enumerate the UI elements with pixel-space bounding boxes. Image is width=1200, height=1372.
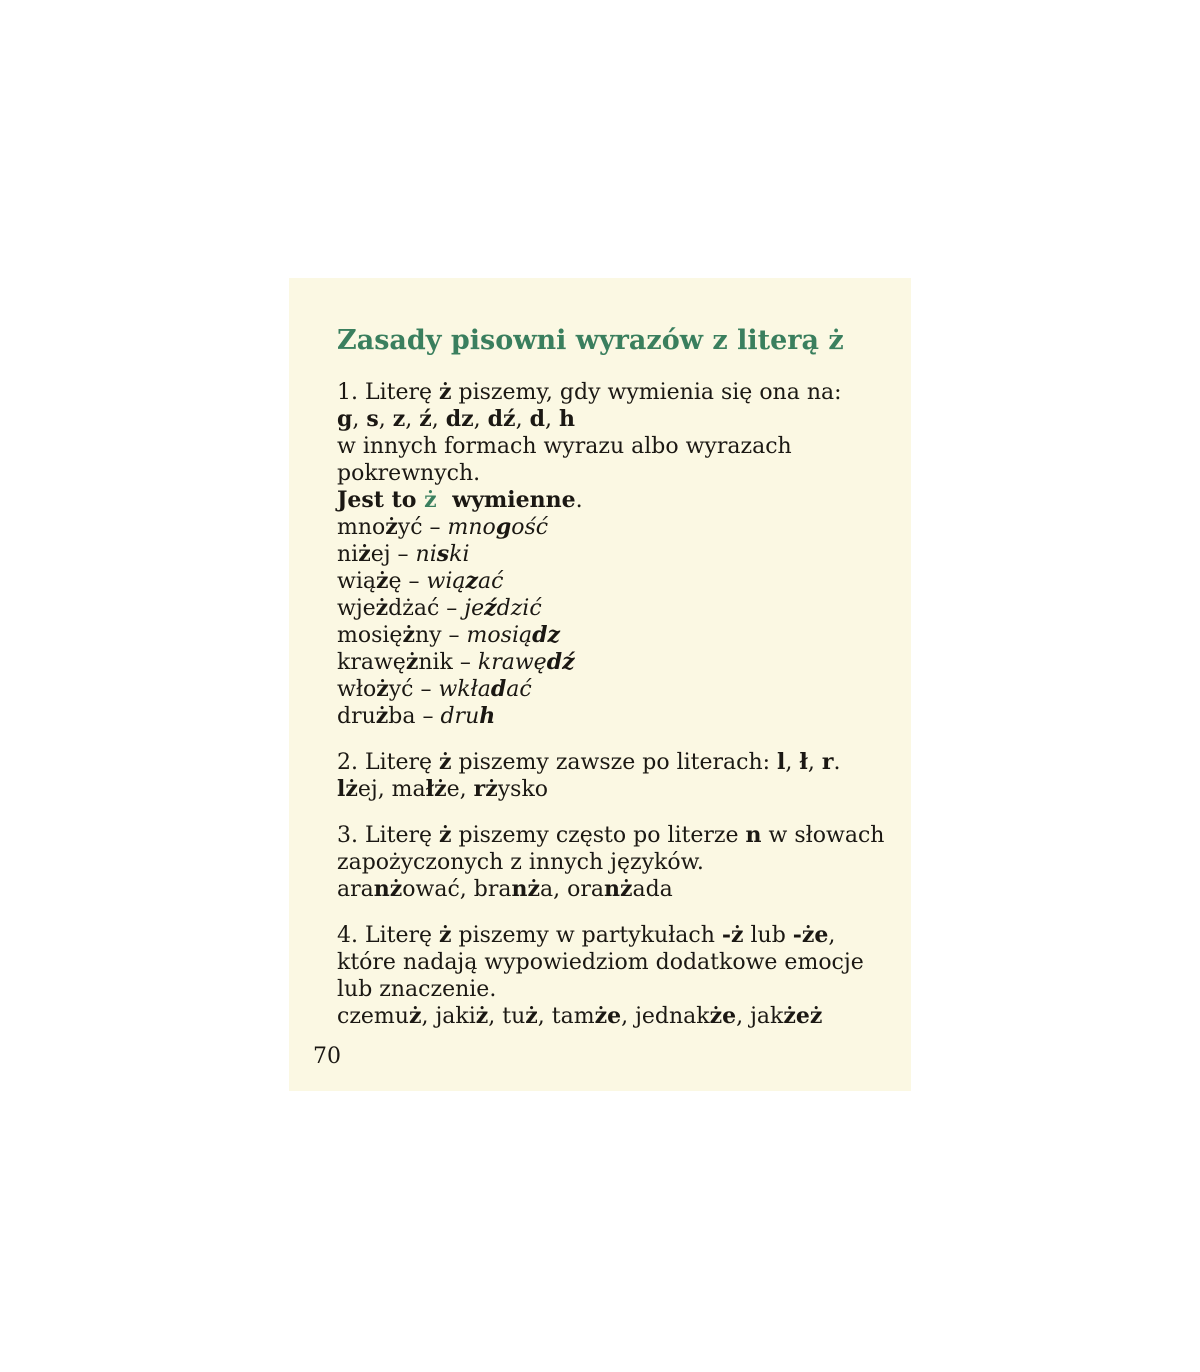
text-run: , xyxy=(785,750,800,775)
text-run: ej, ma xyxy=(357,777,426,802)
text-run: nik – xyxy=(418,650,478,675)
example-pair xyxy=(337,622,897,649)
text-run: ź xyxy=(419,406,432,432)
text-run: ż xyxy=(439,922,452,948)
example-pair xyxy=(337,649,897,676)
text-run: . xyxy=(575,488,583,513)
text-run: , jednak xyxy=(621,1004,710,1029)
text-run: r xyxy=(821,749,834,775)
text-run: w innych formach wyrazu albo wyrazach xyxy=(337,434,792,459)
text-run: ż xyxy=(376,676,389,702)
text-run: łż xyxy=(425,776,447,802)
text-run: ź xyxy=(484,595,497,621)
text-run: mno xyxy=(447,515,496,540)
rule-2 xyxy=(337,749,897,803)
text-run: które nadają wypowiedziom dodatkowe emocje xyxy=(337,950,864,975)
example-pair xyxy=(337,703,897,730)
text-run: yć – xyxy=(397,515,448,540)
text-run: 2. Literę xyxy=(337,750,440,775)
text-run: ować, bra xyxy=(402,877,512,902)
text-run: dz xyxy=(532,622,560,648)
text-run: ki xyxy=(449,542,470,567)
text-run: ż xyxy=(525,1003,538,1029)
text-run: ni xyxy=(415,542,437,567)
rule-4-cont-1 xyxy=(337,949,897,976)
text-run: a, ora xyxy=(539,877,604,902)
text-run: rż xyxy=(473,776,498,802)
text-run: d xyxy=(490,676,507,702)
text-run: dz xyxy=(445,406,474,432)
example-pair xyxy=(337,514,897,541)
text-run: , jaki xyxy=(421,1004,476,1029)
example-pair xyxy=(337,568,897,595)
text-run: e, xyxy=(446,777,474,802)
text-run: wje xyxy=(337,596,376,621)
text-run: -ż xyxy=(721,922,744,948)
text-run: dź xyxy=(487,406,516,432)
text-run: je xyxy=(464,596,485,621)
rule-2-intro xyxy=(337,749,897,776)
text-run: ać xyxy=(477,569,504,594)
rule-3-cont xyxy=(337,849,897,876)
text-run: ż xyxy=(439,749,452,775)
text-run: ba – xyxy=(388,704,441,729)
text-run: 4. Literę xyxy=(337,923,440,948)
text-run: lub xyxy=(743,923,793,948)
text-run: mno xyxy=(337,515,386,540)
text-run: piszemy, gdy wymienia się ona na: xyxy=(451,380,842,405)
text-run: , xyxy=(431,407,446,432)
rule-2-examples xyxy=(337,776,897,803)
text-run: dzić xyxy=(496,596,542,621)
text-run: ż xyxy=(405,649,419,675)
rule-1 xyxy=(337,379,897,730)
text-run: 1. Literę xyxy=(337,380,440,405)
text-run: , xyxy=(544,407,559,432)
rule-3 xyxy=(337,822,897,903)
text-run: ara xyxy=(337,877,374,902)
text-run: ż xyxy=(375,703,389,729)
text-run: że xyxy=(594,1003,622,1029)
text-run: ż xyxy=(402,622,415,648)
text-run: , tam xyxy=(537,1004,595,1029)
rule-4-cont-2 xyxy=(337,976,897,1003)
text-run: ż xyxy=(424,487,437,513)
text-run: ż xyxy=(439,379,452,405)
text-run: dżać – xyxy=(388,596,465,621)
rule-1-summary xyxy=(337,487,897,514)
text-run: ł xyxy=(799,749,808,775)
rule-4 xyxy=(337,922,897,1030)
text-run: ysko xyxy=(497,777,549,802)
rules-sections xyxy=(337,379,897,1030)
text-run: ej – xyxy=(370,542,416,567)
rule-4-examples xyxy=(337,1003,897,1030)
text-run: wią xyxy=(426,569,466,594)
text-run: s xyxy=(436,541,450,567)
text-run: g xyxy=(337,406,353,432)
text-run: ać xyxy=(506,677,532,702)
text-run: w słowach xyxy=(761,823,885,848)
text-run: dru xyxy=(337,704,376,729)
text-run: dru xyxy=(440,704,480,729)
text-run: lż xyxy=(337,776,358,802)
text-run: , xyxy=(515,407,530,432)
text-run: , xyxy=(352,407,367,432)
text-run: ż xyxy=(385,514,398,540)
example-pair xyxy=(337,595,897,622)
text-run: piszemy w partykułach xyxy=(451,923,722,948)
text-run: ada xyxy=(632,877,673,902)
text-run: wkła xyxy=(438,677,491,702)
text-run: ę – xyxy=(388,569,427,594)
text-run: ż xyxy=(375,568,389,594)
text-run: , xyxy=(473,407,488,432)
text-run: 3. Literę xyxy=(337,823,440,848)
text-run: ż xyxy=(408,1003,422,1029)
text-run: h xyxy=(479,703,496,729)
text-run: n xyxy=(745,822,762,848)
text-run: ż xyxy=(439,822,452,848)
rule-1-letters xyxy=(337,406,897,433)
text-run: żeż xyxy=(783,1003,823,1029)
text-run: Jest to xyxy=(337,487,425,513)
text-run: ż xyxy=(475,1003,489,1029)
rules-content xyxy=(337,324,897,1030)
text-run: piszemy zawsze po literach: xyxy=(451,750,778,775)
text-run: że xyxy=(709,1003,737,1029)
text-run: nż xyxy=(511,876,540,902)
text-run: lub znaczenie. xyxy=(337,977,497,1002)
text-run: nż xyxy=(603,876,633,902)
rule-4-intro xyxy=(337,922,897,949)
text-run: , xyxy=(378,407,393,432)
text-run: wło xyxy=(337,677,377,702)
text-run: , xyxy=(405,407,420,432)
text-run: ż xyxy=(358,541,371,567)
text-run: mosię xyxy=(337,623,403,648)
text-run: czemu xyxy=(337,1004,409,1029)
text-run: nż xyxy=(373,876,403,902)
text-run: l xyxy=(777,749,786,775)
text-run: d xyxy=(529,406,545,432)
page-number: 70 xyxy=(313,1044,341,1069)
rule-1-cont-1 xyxy=(337,433,897,460)
text-run: mosią xyxy=(466,623,533,648)
text-run: piszemy często po literze xyxy=(451,823,746,848)
rule-1-intro xyxy=(337,379,897,406)
text-run: s xyxy=(366,406,379,432)
text-run: ni xyxy=(337,542,359,567)
text-run: zapożyczonych z innych języków. xyxy=(337,850,704,875)
text-run: -że xyxy=(792,922,829,948)
text-run: ość xyxy=(511,515,549,540)
text-run: krawę xyxy=(337,650,406,675)
rule-1-cont-2 xyxy=(337,460,897,487)
text-run: ny – xyxy=(414,623,467,648)
page-title: Zasady pisowni wyrazów z literą ż xyxy=(337,325,844,356)
text-run: h xyxy=(558,406,575,432)
text-run: g xyxy=(495,514,512,540)
text-run: pokrewnych. xyxy=(337,461,481,486)
text-run: ż xyxy=(375,595,389,621)
example-pair xyxy=(337,676,897,703)
rule-3-intro xyxy=(337,822,897,849)
text-run: krawę xyxy=(477,650,547,675)
text-run: , tu xyxy=(488,1004,526,1029)
text-run: yć – xyxy=(388,677,439,702)
rule-3-examples xyxy=(337,876,897,903)
text-run: , jak xyxy=(736,1004,784,1029)
example-pair xyxy=(337,541,897,568)
text-run: , xyxy=(828,923,836,948)
text-run: , xyxy=(807,750,822,775)
text-run: dź xyxy=(546,649,575,675)
text-run: wymienne xyxy=(444,487,576,513)
book-page xyxy=(289,278,911,1091)
text-run: z xyxy=(392,406,406,432)
text-run: . xyxy=(833,750,841,775)
text-run: wią xyxy=(337,569,376,594)
text-run: z xyxy=(465,568,478,594)
